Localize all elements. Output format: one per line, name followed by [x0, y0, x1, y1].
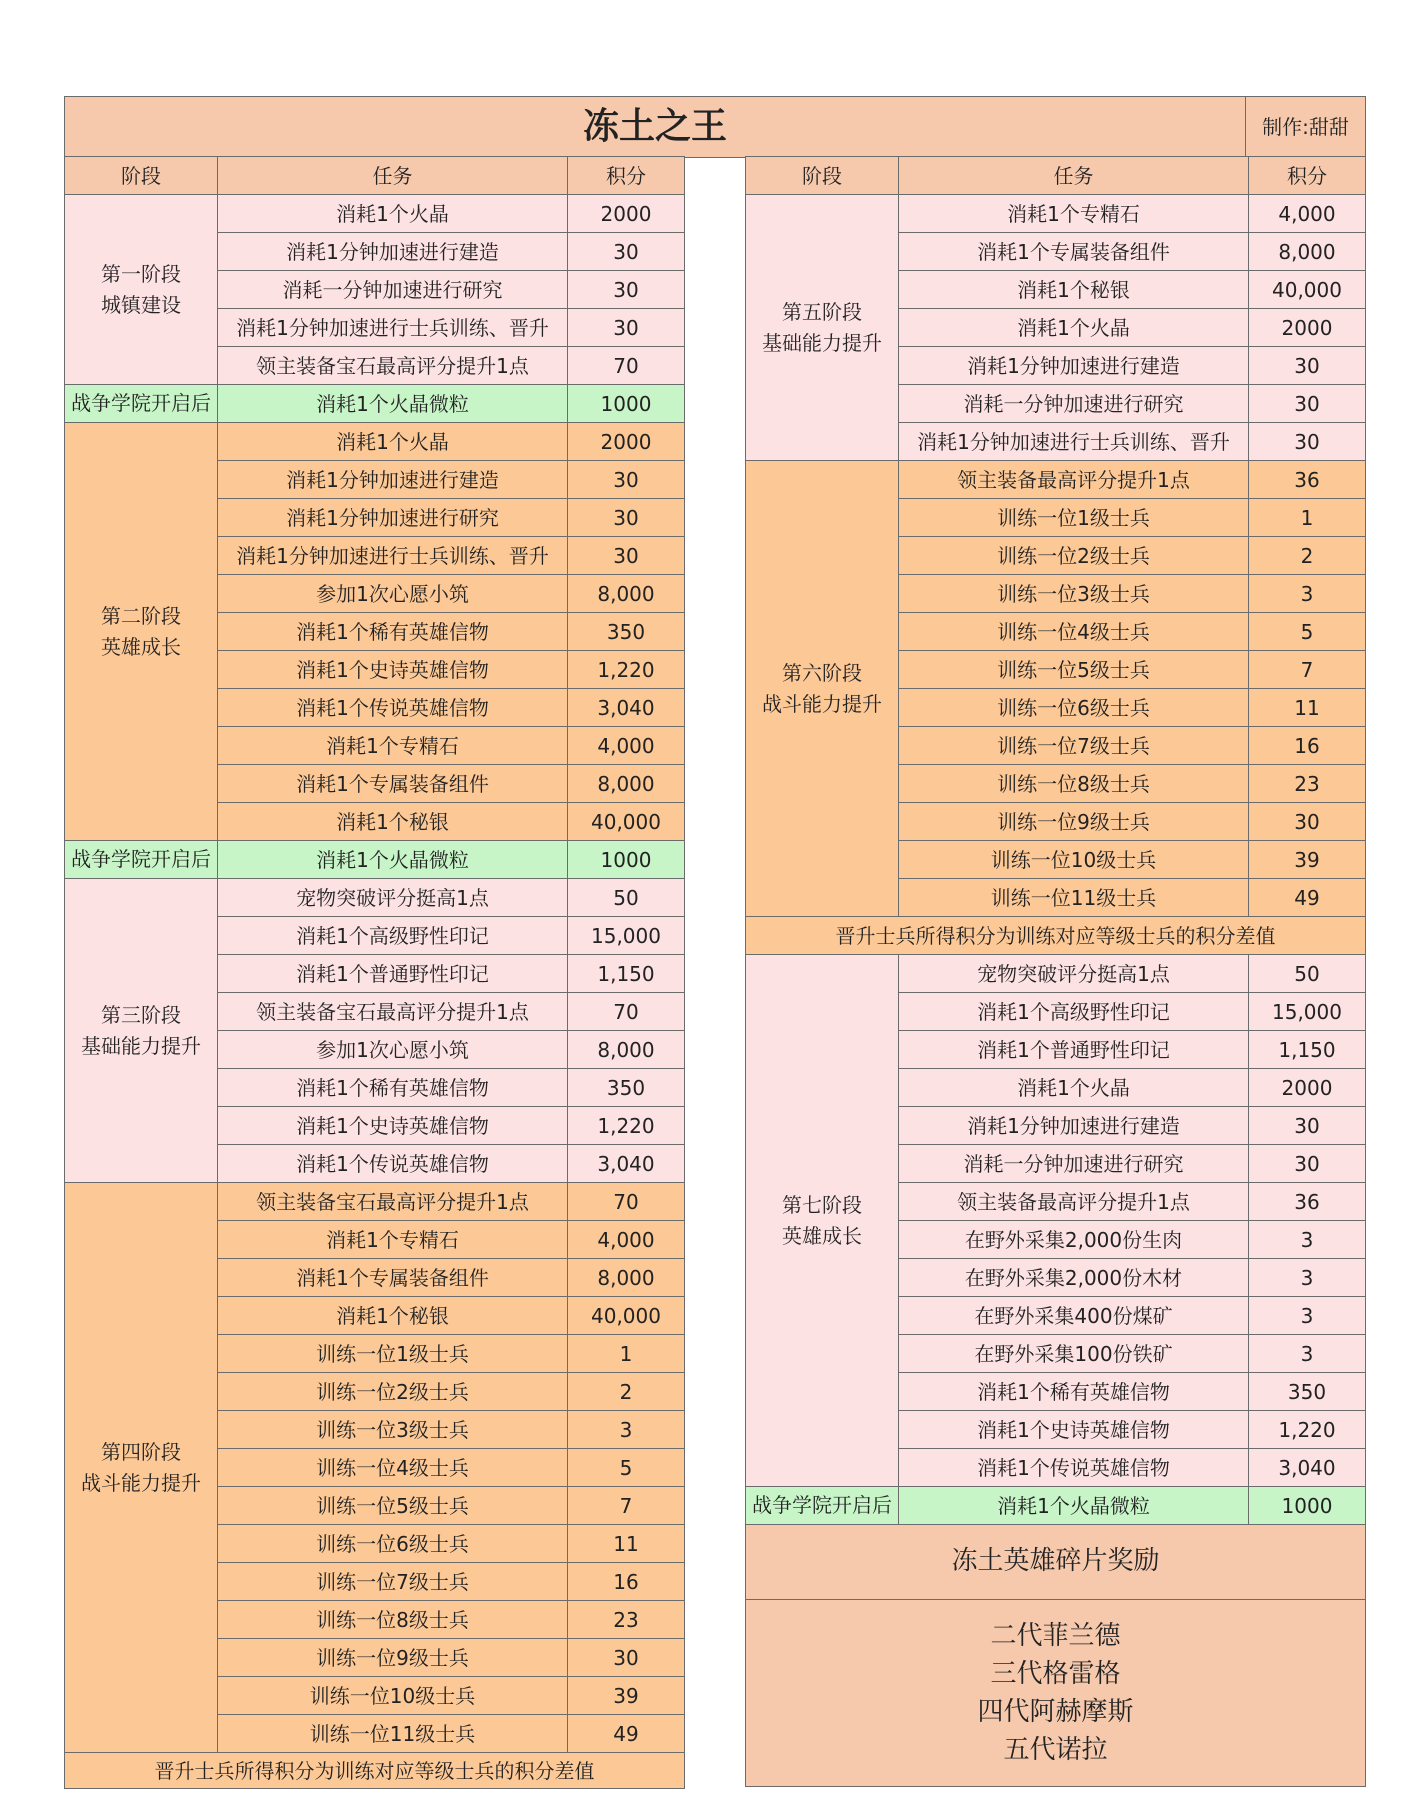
points-cell: 70 — [568, 347, 685, 385]
points-cell: 50 — [568, 879, 685, 917]
points-cell: 4,000 — [1249, 195, 1366, 233]
stage-label: 战争学院开启后 — [71, 391, 211, 415]
stage-label: 英雄成长 — [782, 1223, 862, 1248]
points-cell: 30 — [1249, 803, 1366, 841]
task-cell: 训练一位1级士兵 — [899, 499, 1249, 537]
points-cell: 1,220 — [1249, 1411, 1366, 1449]
task-cell: 消耗1个稀有英雄信物 — [899, 1373, 1249, 1411]
task-cell: 消耗1分钟加速进行建造 — [899, 1107, 1249, 1145]
task-cell: 消耗1分钟加速进行建造 — [218, 461, 568, 499]
stage-label: 战争学院开启后 — [752, 1493, 892, 1517]
points-cell: 15,000 — [1249, 993, 1366, 1031]
points-cell: 2000 — [568, 195, 685, 233]
left-task-table — [64, 156, 685, 1789]
task-cell: 消耗1分钟加速进行士兵训练、晋升 — [899, 423, 1249, 461]
points-cell: 23 — [1249, 765, 1366, 803]
points-cell: 8,000 — [568, 1031, 685, 1069]
page-title: 冻土之王 — [65, 97, 1246, 158]
points-cell: 49 — [568, 1715, 685, 1753]
task-cell: 宠物突破评分挺高1点 — [899, 955, 1249, 993]
task-cell: 消耗1个秘银 — [218, 803, 568, 841]
reward-hero-name: 三代格雷格 — [990, 1659, 1121, 1689]
task-cell: 消耗1个传说英雄信物 — [218, 1145, 568, 1183]
task-cell: 领主装备最高评分提升1点 — [899, 1183, 1249, 1221]
points-cell: 36 — [1249, 461, 1366, 499]
stage-label: 战斗能力提升 — [81, 1470, 201, 1495]
points-cell: 8,000 — [1249, 233, 1366, 271]
points-cell: 11 — [1249, 689, 1366, 727]
stage-label: 第五阶段 — [782, 299, 862, 324]
stage-cell — [65, 423, 218, 841]
task-cell: 训练一位6级士兵 — [218, 1525, 568, 1563]
points-cell: 5 — [568, 1449, 685, 1487]
right-task-table — [745, 156, 1366, 1787]
points-cell: 2 — [568, 1373, 685, 1411]
stage-label: 基础能力提升 — [762, 330, 882, 355]
task-cell: 消耗1个火晶 — [218, 195, 568, 233]
task-cell: 训练一位9级士兵 — [218, 1639, 568, 1677]
task-cell: 消耗1个传说英雄信物 — [899, 1449, 1249, 1487]
task-cell: 消耗1个普通野性印记 — [899, 1031, 1249, 1069]
reward-hero-name: 二代菲兰德 — [990, 1621, 1121, 1651]
points-cell: 30 — [1249, 385, 1366, 423]
note-row — [65, 1753, 685, 1789]
points-cell: 7 — [1249, 651, 1366, 689]
task-cell: 训练一位10级士兵 — [218, 1677, 568, 1715]
header-row — [746, 157, 1366, 195]
points-cell: 3 — [1249, 575, 1366, 613]
task-cell: 领主装备宝石最高评分提升1点 — [218, 1183, 568, 1221]
table-row — [746, 1487, 1366, 1525]
task-cell: 训练一位6级士兵 — [899, 689, 1249, 727]
stage-cell — [65, 1183, 218, 1753]
stage-label: 城镇建设 — [101, 292, 181, 317]
task-cell: 消耗1分钟加速进行士兵训练、晋升 — [218, 309, 568, 347]
stage-cell — [746, 1487, 899, 1525]
points-cell: 1,150 — [1249, 1031, 1366, 1069]
task-cell: 训练一位9级士兵 — [899, 803, 1249, 841]
task-cell: 训练一位1级士兵 — [218, 1335, 568, 1373]
points-cell: 3 — [568, 1411, 685, 1449]
task-cell: 消耗1分钟加速进行建造 — [218, 233, 568, 271]
task-cell: 消耗1个秘银 — [218, 1297, 568, 1335]
reward-hero-name: 五代诺拉 — [1003, 1735, 1108, 1765]
task-cell: 训练一位3级士兵 — [899, 575, 1249, 613]
task-cell: 训练一位11级士兵 — [218, 1715, 568, 1753]
points-cell: 3,040 — [568, 689, 685, 727]
points-cell: 2 — [1249, 537, 1366, 575]
table-row — [746, 955, 1366, 993]
header-stage: 阶段 — [65, 157, 218, 195]
header-stage: 阶段 — [746, 157, 899, 195]
points-cell: 70 — [568, 993, 685, 1031]
points-cell: 1,150 — [568, 955, 685, 993]
stage-cell — [65, 841, 218, 879]
task-cell: 领主装备最高评分提升1点 — [899, 461, 1249, 499]
task-cell: 消耗1分钟加速进行建造 — [899, 347, 1249, 385]
task-cell: 训练一位2级士兵 — [899, 537, 1249, 575]
points-cell: 3,040 — [1249, 1449, 1366, 1487]
points-cell: 30 — [568, 461, 685, 499]
task-cell: 消耗1个高级野性印记 — [218, 917, 568, 955]
points-cell: 30 — [568, 537, 685, 575]
points-cell: 3,040 — [568, 1145, 685, 1183]
table-row — [746, 461, 1366, 499]
points-cell: 49 — [1249, 879, 1366, 917]
points-cell: 1,220 — [568, 651, 685, 689]
task-cell: 消耗1分钟加速进行士兵训练、晋升 — [218, 537, 568, 575]
header-task: 任务 — [899, 157, 1249, 195]
points-cell: 2000 — [568, 423, 685, 461]
task-cell: 训练一位2级士兵 — [218, 1373, 568, 1411]
stage-label: 第四阶段 — [101, 1439, 181, 1464]
task-cell: 消耗1个专精石 — [218, 1221, 568, 1259]
points-cell: 1 — [1249, 499, 1366, 537]
stage-label: 第六阶段 — [782, 660, 862, 685]
points-cell: 30 — [568, 1639, 685, 1677]
stage-cell — [65, 385, 218, 423]
stage-label: 战斗能力提升 — [762, 691, 882, 716]
points-cell: 7 — [568, 1487, 685, 1525]
points-cell: 39 — [568, 1677, 685, 1715]
points-cell: 40,000 — [568, 803, 685, 841]
task-cell: 消耗1个火晶 — [899, 309, 1249, 347]
points-cell: 23 — [568, 1601, 685, 1639]
title-table — [64, 96, 1366, 158]
points-cell: 1 — [568, 1335, 685, 1373]
task-cell: 消耗1个传说英雄信物 — [218, 689, 568, 727]
points-cell: 39 — [1249, 841, 1366, 879]
task-cell: 消耗1个普通野性印记 — [218, 955, 568, 993]
task-cell: 消耗1个高级野性印记 — [899, 993, 1249, 1031]
points-cell: 5 — [1249, 613, 1366, 651]
stage-cell — [746, 461, 899, 917]
stage-label: 第三阶段 — [101, 1002, 181, 1027]
task-cell: 在野外采集2,000份生肉 — [899, 1221, 1249, 1259]
points-cell: 4,000 — [568, 727, 685, 765]
stage-cell — [65, 879, 218, 1183]
stage-label: 基础能力提升 — [81, 1033, 201, 1058]
points-cell: 1000 — [568, 385, 685, 423]
points-cell: 3 — [1249, 1221, 1366, 1259]
points-cell: 30 — [568, 309, 685, 347]
task-cell: 消耗1个专精石 — [899, 195, 1249, 233]
task-cell: 训练一位11级士兵 — [899, 879, 1249, 917]
task-cell: 消耗1个火晶微粒 — [218, 841, 568, 879]
task-cell: 消耗1个火晶微粒 — [899, 1487, 1249, 1525]
points-cell: 2000 — [1249, 309, 1366, 347]
reward-heroes-row — [746, 1600, 1366, 1787]
task-cell: 训练一位7级士兵 — [899, 727, 1249, 765]
points-cell: 40,000 — [568, 1297, 685, 1335]
points-cell: 350 — [568, 613, 685, 651]
stage-label: 英雄成长 — [101, 634, 181, 659]
table-row — [65, 385, 685, 423]
header-task: 任务 — [218, 157, 568, 195]
promotion-note: 晋升士兵所得积分为训练对应等级士兵的积分差值 — [65, 1753, 685, 1789]
task-cell: 训练一位4级士兵 — [899, 613, 1249, 651]
points-cell: 50 — [1249, 955, 1366, 993]
points-cell: 8,000 — [568, 765, 685, 803]
points-cell: 36 — [1249, 1183, 1366, 1221]
points-cell: 30 — [1249, 1145, 1366, 1183]
task-cell: 参加1次心愿小筑 — [218, 1031, 568, 1069]
task-cell: 在野外采集100份铁矿 — [899, 1335, 1249, 1373]
points-cell: 3 — [1249, 1259, 1366, 1297]
points-cell: 30 — [568, 499, 685, 537]
points-cell: 1000 — [1249, 1487, 1366, 1525]
reward-title-row — [746, 1525, 1366, 1600]
task-cell: 消耗1个专属装备组件 — [218, 1259, 568, 1297]
task-cell: 消耗1个火晶微粒 — [218, 385, 568, 423]
reward-hero-name: 四代阿赫摩斯 — [977, 1697, 1134, 1727]
task-cell: 参加1次心愿小筑 — [218, 575, 568, 613]
stage-cell — [65, 195, 218, 385]
task-cell: 消耗1个专属装备组件 — [899, 233, 1249, 271]
stage-cell — [746, 195, 899, 461]
task-cell: 训练一位10级士兵 — [899, 841, 1249, 879]
task-cell: 训练一位7级士兵 — [218, 1563, 568, 1601]
task-cell: 训练一位5级士兵 — [218, 1487, 568, 1525]
task-cell: 消耗1个专精石 — [218, 727, 568, 765]
header-row — [65, 157, 685, 195]
task-cell: 在野外采集400份煤矿 — [899, 1297, 1249, 1335]
points-cell: 16 — [1249, 727, 1366, 765]
stage-label: 第二阶段 — [101, 603, 181, 628]
task-cell: 消耗一分钟加速进行研究 — [218, 271, 568, 309]
points-cell: 1,220 — [568, 1107, 685, 1145]
task-cell: 领主装备宝石最高评分提升1点 — [218, 993, 568, 1031]
task-cell: 消耗一分钟加速进行研究 — [899, 1145, 1249, 1183]
task-cell: 训练一位8级士兵 — [218, 1601, 568, 1639]
stage-label: 战争学院开启后 — [71, 847, 211, 871]
points-cell: 4,000 — [568, 1221, 685, 1259]
task-cell: 消耗一分钟加速进行研究 — [899, 385, 1249, 423]
points-cell: 3 — [1249, 1335, 1366, 1373]
reward-title: 冻土英雄碎片奖励 — [746, 1525, 1366, 1600]
points-cell: 2000 — [1249, 1069, 1366, 1107]
task-cell: 消耗1个专属装备组件 — [218, 765, 568, 803]
author-credit: 制作:甜甜 — [1246, 97, 1366, 158]
table-row — [65, 195, 685, 233]
points-cell: 70 — [568, 1183, 685, 1221]
reward-hero-list — [746, 1600, 1366, 1787]
task-cell: 消耗1个史诗英雄信物 — [218, 1107, 568, 1145]
table-row — [65, 423, 685, 461]
points-cell: 30 — [568, 271, 685, 309]
task-cell: 消耗1个史诗英雄信物 — [218, 651, 568, 689]
task-cell: 宠物突破评分挺高1点 — [218, 879, 568, 917]
task-cell: 消耗1分钟加速进行研究 — [218, 499, 568, 537]
points-cell: 30 — [1249, 1107, 1366, 1145]
table-row — [65, 879, 685, 917]
header-points: 积分 — [1249, 157, 1366, 195]
points-cell: 30 — [1249, 347, 1366, 385]
points-cell: 30 — [1249, 423, 1366, 461]
points-cell: 16 — [568, 1563, 685, 1601]
table-row — [746, 195, 1366, 233]
points-cell: 8,000 — [568, 575, 685, 613]
task-cell: 消耗1个史诗英雄信物 — [899, 1411, 1249, 1449]
points-cell: 350 — [568, 1069, 685, 1107]
task-cell: 消耗1个秘银 — [899, 271, 1249, 309]
task-cell: 消耗1个稀有英雄信物 — [218, 1069, 568, 1107]
task-cell: 消耗1个火晶 — [218, 423, 568, 461]
task-cell: 在野外采集2,000份木材 — [899, 1259, 1249, 1297]
points-cell: 15,000 — [568, 917, 685, 955]
task-cell: 领主装备宝石最高评分提升1点 — [218, 347, 568, 385]
header-points: 积分 — [568, 157, 685, 195]
table-row — [65, 1183, 685, 1221]
stage-label: 第一阶段 — [101, 261, 181, 286]
task-cell: 消耗1个火晶 — [899, 1069, 1249, 1107]
points-cell: 40,000 — [1249, 271, 1366, 309]
task-cell: 消耗1个稀有英雄信物 — [218, 613, 568, 651]
points-cell: 30 — [568, 233, 685, 271]
promotion-note: 晋升士兵所得积分为训练对应等级士兵的积分差值 — [746, 917, 1366, 955]
table-row — [65, 841, 685, 879]
points-cell: 8,000 — [568, 1259, 685, 1297]
points-cell: 1000 — [568, 841, 685, 879]
points-cell: 350 — [1249, 1373, 1366, 1411]
task-cell: 训练一位3级士兵 — [218, 1411, 568, 1449]
task-cell: 训练一位5级士兵 — [899, 651, 1249, 689]
points-cell: 3 — [1249, 1297, 1366, 1335]
points-cell: 11 — [568, 1525, 685, 1563]
stage-cell — [746, 955, 899, 1487]
stage-label: 第七阶段 — [782, 1192, 862, 1217]
note-row — [746, 917, 1366, 955]
task-cell: 训练一位4级士兵 — [218, 1449, 568, 1487]
task-cell: 训练一位8级士兵 — [899, 765, 1249, 803]
